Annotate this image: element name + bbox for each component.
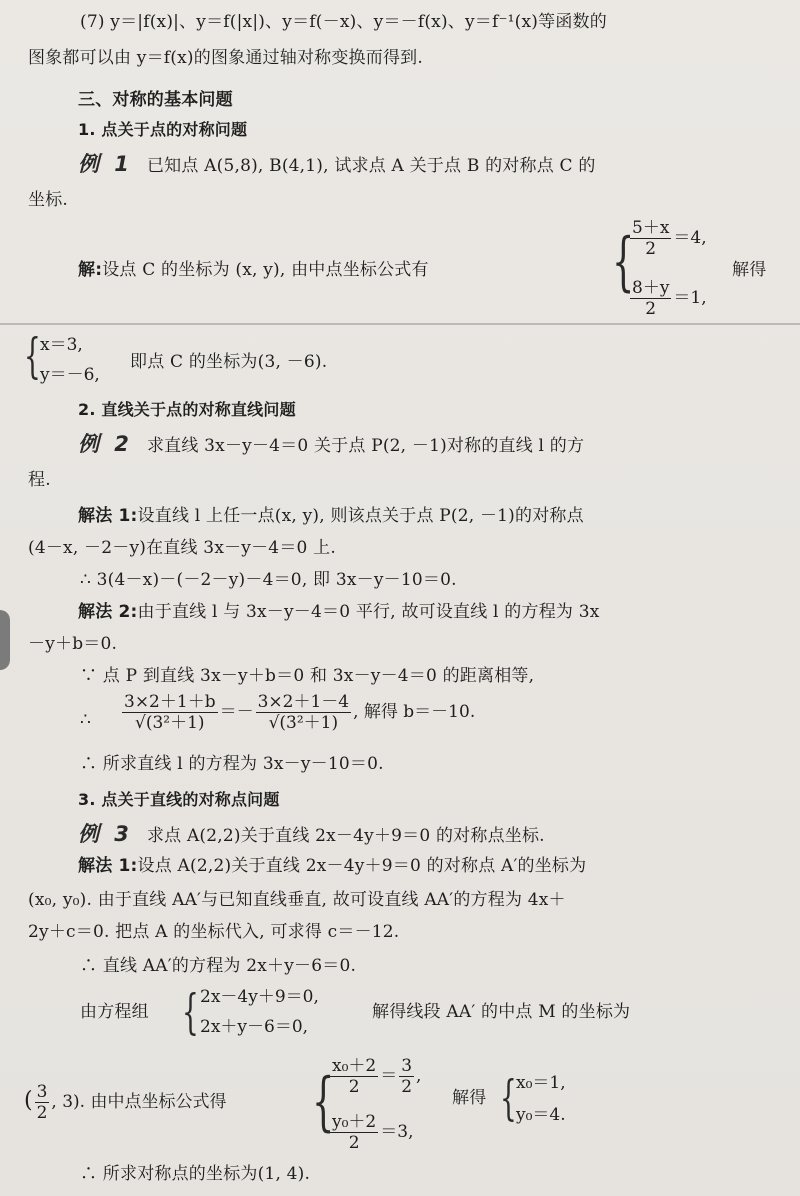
method-text: 设点 A(2,2)关于直线 2x－4y＋9＝0 的对称点 A′的坐标为 (137, 856, 587, 876)
solution-text: 设点 C 的坐标为 (x, y), 由中点坐标公式有 (102, 260, 429, 280)
text-line: －y＋b＝0. (28, 634, 118, 654)
equation-system-row: 2x－4y＋9＝0, (200, 987, 319, 1007)
left-brace: { (500, 1070, 517, 1126)
fraction: $\frac{8+y}{2}$ (632, 278, 670, 319)
text-line: 坐标. (28, 190, 69, 210)
text-line: (x₀, y₀). 由于直线 AA′与已知直线垂直, 故可设直线 AA′的方程为 4x＋ (28, 890, 566, 910)
section-heading: 三、对称的基本问题 (78, 90, 233, 110)
text-line: 2y＋c＝0. 把点 A 的坐标代入, 可求得 c＝－12. (28, 922, 400, 942)
text-line: 即点 C 的坐标为(3, －6). (130, 352, 328, 372)
equation-system-row: $\frac{5+x}{2}$ ＝4, (632, 218, 707, 259)
text-line: ∴ 直线 AA′的方程为 2x＋y－6＝0. (80, 956, 357, 976)
equation-system-row: 2x＋y－6＝0, (200, 1017, 309, 1037)
text-line: 程. (28, 470, 51, 490)
fraction: $\frac{\text{x₀＋2}}{2}$ (332, 1056, 377, 1097)
text-line: (4－x, －2－y)在直线 3x－y－4＝0 上. (28, 538, 336, 558)
equation-system-row: $\frac{\text{x₀＋2}}{2}$ ＝ $\frac{3}{2}$ , (332, 1056, 422, 1097)
page-fold-line (0, 323, 800, 325)
result-row: y₀＝4. (516, 1105, 566, 1125)
left-brace: { (312, 1065, 335, 1139)
text-line: ∴ (80, 710, 92, 730)
text-line: (7) y＝|f(x)|、y＝f(|x|)、y＝f(－x)、y＝－f(x)、y＝f⁻¹(x)等函数的 (80, 12, 607, 32)
subsection-heading: 3. 点关于直线的对称点问题 (78, 790, 280, 809)
example-3 (78, 822, 545, 848)
text-line: ∴ 所求对称点的坐标为(1, 4). (80, 1164, 311, 1184)
distance-equation: $\frac{3\times 2+1+b}{\text{√(3²＋1)}}$ ＝－ $\frac{3\times 2+1-4}{\text{√(3²＋1)}}$ , 解得 b＝－10. (124, 692, 476, 733)
text-line: ∵ 点 P 到直线 3x－y＋b＝0 和 3x－y－4＝0 的距离相等, (80, 666, 535, 686)
method-text: 由于直线 l 与 3x－y－4＝0 平行, 故可设直线 l 的方程为 3x (137, 602, 600, 622)
solution-prefix: 解: (78, 260, 103, 280)
equation-system-row: $\frac{\text{y₀＋2}}{2}$ ＝3, (332, 1112, 414, 1153)
method-1 (78, 504, 584, 528)
method-text: 设直线 l 上任一点(x, y), 则该点关于点 P(2, －1)的对称点 (137, 506, 584, 526)
example-1 (78, 152, 596, 178)
result-row: y＝－6, (40, 365, 100, 385)
method-prefix: 解法 1: (78, 856, 138, 876)
text-line: 由方程组 (80, 1002, 149, 1022)
result-row: x＝3, (40, 335, 83, 355)
subsection-heading: 2. 直线关于点的对称直线问题 (78, 400, 296, 419)
fraction: $\frac{3}{2}$ (36, 1082, 48, 1123)
left-brace: { (182, 984, 199, 1040)
text-line: 解得线段 AA′ 的中点 M 的坐标为 (372, 1002, 631, 1022)
midpoint-expression: ( $\frac{3}{2}$ , 3). 由中点坐标公式得 (24, 1082, 227, 1123)
page-edge-tab (0, 610, 10, 670)
fraction: $\frac{3\times 2+1+b}{\text{√(3²＋1)}}$ (124, 692, 216, 733)
example-text: 求直线 3x－y－4＝0 关于点 P(2, －1)对称的直线 l 的方 (146, 436, 585, 456)
example-2 (78, 432, 584, 458)
solution-1 (78, 258, 429, 282)
result-row: x₀＝1, (516, 1073, 566, 1093)
equation-system-row: $\frac{8+y}{2}$ ＝1, (632, 278, 707, 319)
left-brace: { (24, 328, 41, 384)
example-label: 例 3 (78, 822, 133, 846)
text-line: ∴ 3(4－x)－(－2－y)－4＝0, 即 3x－y－10＝0. (80, 570, 457, 590)
fraction: $\frac{3}{2}$ (401, 1056, 413, 1097)
example-text: 求点 A(2,2)关于直线 2x－4y＋9＝0 的对称点坐标. (146, 826, 545, 846)
fraction: $\frac{5+x}{2}$ (632, 218, 670, 259)
fraction: $\frac{\text{y₀＋2}}{2}$ (332, 1112, 377, 1153)
example-text: 已知点 A(5,8), B(4,1), 试求点 A 关于点 B 的对称点 C 的 (146, 156, 596, 176)
method-2 (78, 600, 600, 624)
text-line: 解得 (732, 260, 767, 280)
example-label: 例 1 (78, 152, 133, 176)
text-line: 解得 (452, 1088, 487, 1108)
fraction: $\frac{3\times 2+1-4}{\text{√(3²＋1)}}$ (257, 692, 350, 733)
method-prefix: 解法 1: (78, 506, 138, 526)
text-line: ∴ 所求直线 l 的方程为 3x－y－10＝0. (80, 754, 384, 774)
subsection-heading: 1. 点关于点的对称问题 (78, 120, 248, 139)
method-prefix: 解法 2: (78, 602, 138, 622)
example-label: 例 2 (78, 432, 133, 456)
method-1 (78, 854, 586, 878)
left-brace: { (612, 225, 635, 299)
text-line: 图象都可以由 y＝f(x)的图象通过轴对称变换而得到. (28, 48, 423, 68)
